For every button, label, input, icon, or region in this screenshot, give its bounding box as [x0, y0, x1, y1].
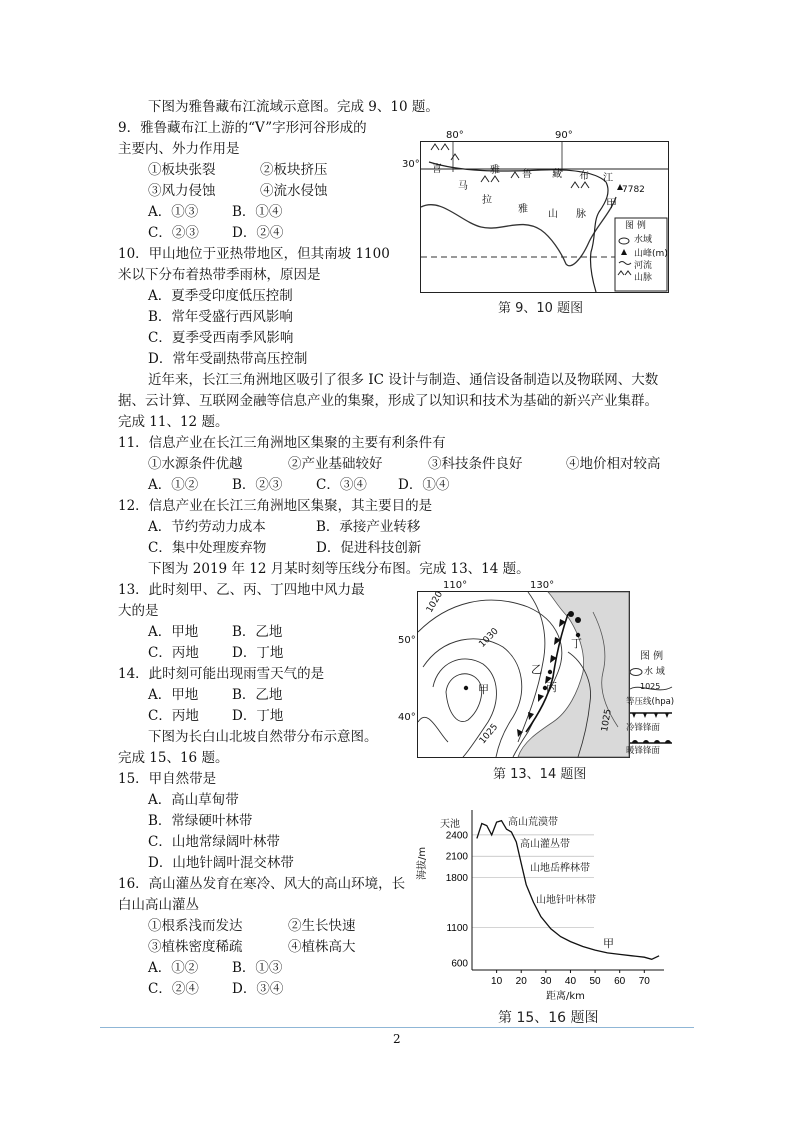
- map1-frame: [420, 141, 669, 293]
- map2-caption: 第 13、14 题图: [493, 767, 587, 782]
- map2-frame: [417, 591, 630, 758]
- q15-stem: 15．甲自然带是: [118, 771, 217, 787]
- map1-river-3: 藏: [552, 169, 562, 180]
- map1-peak-height: 7782: [622, 185, 645, 195]
- q16-option-d: D．③④: [232, 981, 284, 997]
- q11-stem: 11．信息产业在长江三角洲地区集聚的主要有利条件有: [118, 435, 446, 451]
- q11-statement-2: ②产业基础较好: [288, 456, 383, 472]
- map1-char-ma: 马: [458, 181, 468, 192]
- q12-option-d: D．促进科技创新: [316, 540, 422, 556]
- map2-iso-1025b: 1025: [600, 708, 614, 733]
- map2-lat-50: 50°: [398, 635, 416, 646]
- map1-river-5: 江: [603, 173, 613, 184]
- q15-option-c: C．山地常绿阔叶林带: [148, 834, 280, 850]
- q11-statement-3: ③科技条件良好: [428, 456, 523, 472]
- q11-statement-1: ①水源条件优越: [148, 456, 243, 472]
- q9-option-a: A．①③: [148, 204, 199, 220]
- profile-xlabel: 距离/km: [546, 991, 585, 1002]
- q9-statement-2: ②板块挤压: [260, 162, 328, 178]
- map2-drawing: [418, 589, 629, 757]
- q14-option-a: A．甲地: [148, 687, 199, 703]
- q9-option-c: C．②③: [148, 225, 199, 241]
- q9-statement-4: ④流水侵蚀: [260, 183, 328, 199]
- map1-char-shan: 山: [548, 209, 558, 220]
- annot-alpine-desert: 高山荒漠带: [508, 817, 558, 828]
- intro-q13-14: 下图为 2019 年 12 月某时刻等压线分布图。完成 13、14 题。: [148, 561, 530, 577]
- annot-jia: 甲: [603, 937, 614, 950]
- q16-statement-3: ③植株密度稀疏: [148, 939, 243, 955]
- map1-river-4: 布: [579, 171, 589, 182]
- map1-lon-90: 90°: [555, 130, 573, 141]
- q9-stem-1: 9．雅鲁藏布江上游的“V”字形河谷形成的: [118, 120, 367, 136]
- intro-q11-12-2: 据、云计算、互联网金融等信息产业的集聚，形成了以知识和技术为基础的新兴产业集群。: [118, 393, 658, 409]
- q10-stem-1: 10．甲山地位于亚热带地区，但其南坡 1100: [118, 246, 390, 262]
- y-tick-1100: 1100: [446, 922, 468, 934]
- q15-option-b: B．常绿硬叶林带: [148, 813, 253, 829]
- map2-legend-title: 图 例: [640, 651, 664, 662]
- map1-legend-peak: 山峰(m): [634, 249, 668, 259]
- profile-ylabel: 海拔/m: [417, 846, 428, 880]
- q16-option-b: B．①③: [232, 960, 283, 976]
- x-tick-30: 30: [540, 976, 552, 987]
- annot-conifer: 山地针叶林带: [536, 895, 596, 906]
- q14-option-c: C．丙地: [148, 708, 199, 724]
- y-tick-600: 600: [451, 958, 468, 970]
- q15-option-d: D．山地针阔叶混交林带: [148, 855, 294, 871]
- q13-option-a: A．甲地: [148, 624, 199, 640]
- q16-statement-2: ②生长快速: [288, 918, 356, 934]
- y-tick-1800: 1800: [445, 873, 468, 885]
- map1-legend-title: 图 例: [625, 221, 646, 231]
- q10-option-c: C．夏季受西南季风影响: [148, 330, 294, 346]
- q11-option-d: D．①④: [398, 477, 450, 493]
- footer-rule: [100, 1027, 694, 1028]
- q14-stem: 14．此时刻可能出现雨雪天气的是: [118, 666, 325, 682]
- annot-birch: 山地岳桦林带: [530, 863, 590, 874]
- q16-stem-2: 白山高山灌丛: [118, 897, 199, 913]
- x-tick-50: 50: [589, 976, 601, 987]
- q12-option-b: B．承接产业转移: [316, 519, 421, 535]
- map2-ding: 丁: [571, 637, 582, 650]
- map1-drawing: [421, 142, 668, 292]
- annot-alpine-shrub: 高山灌丛带: [520, 839, 570, 850]
- map2-legend-iso-val: 1025: [640, 682, 661, 691]
- q12-stem: 12．信息产业在长江三角洲地区集聚，其主要目的是: [118, 498, 433, 514]
- y-tick-2100: 2100: [445, 851, 468, 863]
- map1-lon-80: 80°: [446, 130, 464, 141]
- map1-char-xi: 喜: [432, 164, 442, 175]
- map2-jia: 甲: [478, 683, 489, 696]
- intro-q15-16-1: 下图为长白山北坡自然带分布示意图。: [148, 729, 378, 745]
- map2-legend-water: 水 域: [644, 667, 665, 677]
- map2-legend-cold: 冷锋锋面: [626, 723, 661, 733]
- map2-lon-130: 130°: [530, 580, 555, 591]
- q9-option-d: D．②④: [232, 225, 284, 241]
- q16-option-a: A．①②: [148, 960, 199, 976]
- map2-bing: 丙: [546, 681, 557, 694]
- q16-statement-1: ①根系浅而发达: [148, 918, 243, 934]
- q14-option-b: B．乙地: [232, 687, 283, 703]
- q10-option-a: A．夏季受印度低压控制: [148, 288, 293, 304]
- map2-legend-isobar: 等压线(hpa): [626, 697, 675, 707]
- map2-legend-warm: 暖锋锋面: [626, 746, 661, 756]
- q16-option-c: C．②④: [148, 981, 199, 997]
- map1-caption: 第 9、10 题图: [498, 301, 584, 316]
- q9-statement-3: ③风力侵蚀: [148, 183, 216, 199]
- q10-option-b: B．常年受盛行西风影响: [148, 309, 293, 325]
- q16-statement-4: ④植株高大: [288, 939, 356, 955]
- page-number: 2: [393, 1032, 401, 1046]
- map2-iso-1020: 1020: [424, 589, 446, 615]
- x-tick-40: 40: [564, 976, 577, 987]
- q9-statement-1: ①板块张裂: [148, 162, 216, 178]
- intro-q11-12-3: 完成 11、12 题。: [118, 414, 229, 430]
- map2-lon-110: 110°: [443, 580, 468, 591]
- map2-iso-1025: 1025: [477, 722, 501, 747]
- map1-river-1: 雅: [490, 165, 500, 176]
- intro-q15-16-2: 完成 15、16 题。: [118, 750, 229, 766]
- q11-option-b: B．②③: [232, 477, 283, 493]
- map2-iso-1030: 1030: [477, 626, 501, 650]
- map1-legend-mountain: 山脉: [634, 273, 653, 283]
- q14-option-d: D．丁地: [232, 708, 284, 724]
- y-tick-2400: 2400: [445, 830, 468, 842]
- q16-stem-1: 16．高山灌丛发育在寒冷、风大的高山环境，长: [118, 876, 406, 892]
- intro-q11-12-1: 近年来，长江三角洲地区吸引了很多 IC 设计与制造、通信设备制造以及物联网、大数: [148, 372, 659, 388]
- intro-q9-10: 下图为雅鲁藏布江流域示意图。完成 9、10 题。: [148, 99, 439, 115]
- q10-stem-2: 米以下分布着热带季雨林，原因是: [118, 267, 321, 283]
- q12-option-a: A．节约劳动力成本: [148, 519, 266, 535]
- q9-option-b: B．①④: [232, 204, 283, 220]
- q11-option-a: A．①②: [148, 477, 199, 493]
- map1-river-2: 鲁: [522, 169, 532, 180]
- map2-yi: 乙: [531, 663, 542, 676]
- map1-legend-water: 水域: [634, 235, 653, 245]
- x-tick-20: 20: [515, 976, 527, 987]
- map1-lat-30: 30°: [402, 159, 420, 170]
- map1-jia: 甲: [606, 197, 617, 210]
- q11-option-c: C．③④: [316, 477, 367, 493]
- q11-statement-4: ④地价相对较高: [566, 456, 661, 472]
- annot-tianchi: 天池: [440, 819, 460, 830]
- map1-legend-river: 河流: [634, 261, 653, 271]
- map2-legend-symbols: [628, 665, 678, 755]
- q9-stem-2: 主要内、外力作用是: [118, 141, 240, 157]
- x-tick-60: 60: [614, 976, 626, 987]
- x-tick-70: 70: [638, 976, 650, 987]
- map1-char-mai: 脉: [576, 209, 586, 220]
- map1-char-ya: 雅: [518, 204, 528, 215]
- map1-char-la: 拉: [482, 195, 492, 206]
- map2-lat-40: 40°: [398, 712, 416, 723]
- profile-caption: 第 15、16 题图: [498, 1010, 599, 1026]
- x-tick-10: 10: [491, 976, 503, 987]
- q10-option-d: D．常年受副热带高压控制: [148, 351, 308, 367]
- q13-stem-2: 大的是: [118, 603, 159, 619]
- q13-option-b: B．乙地: [232, 624, 283, 640]
- q13-stem-1: 13．此时刻甲、乙、丙、丁四地中风力最: [118, 582, 365, 598]
- q12-option-c: C．集中处理废弃物: [148, 540, 267, 556]
- q15-option-a: A．高山草甸带: [148, 792, 239, 808]
- q13-option-c: C．丙地: [148, 645, 199, 661]
- q13-option-d: D．丁地: [232, 645, 284, 661]
